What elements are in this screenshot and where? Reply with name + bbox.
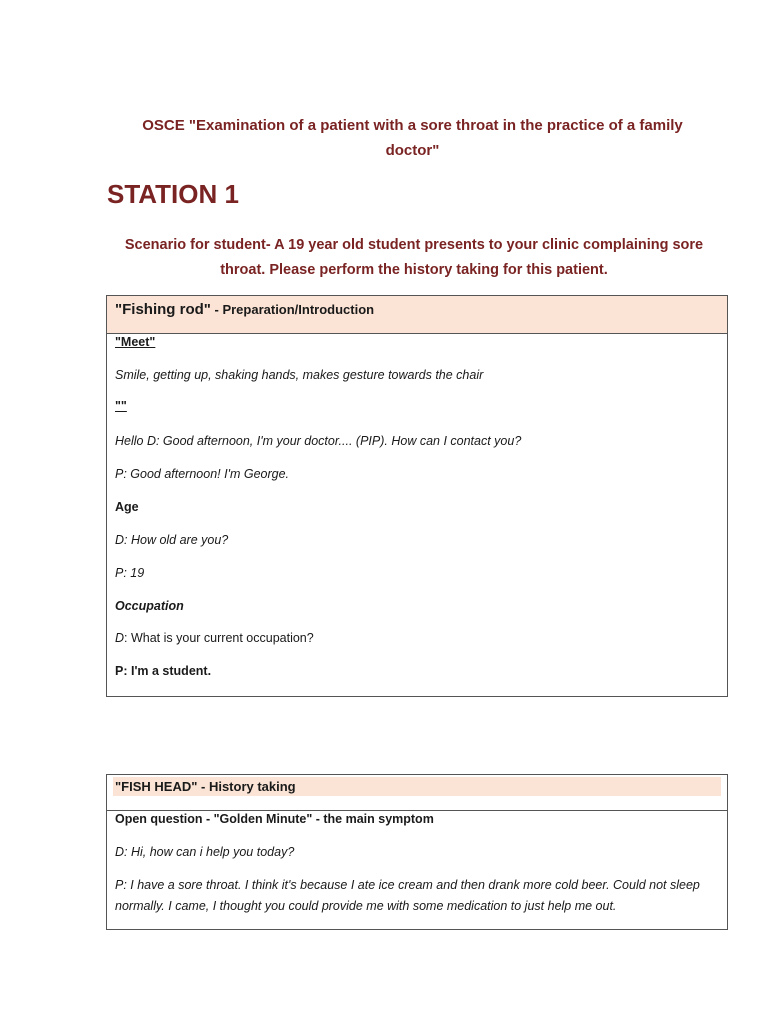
occupation-label: Occupation [115, 599, 184, 613]
patient-answer: P: I have a sore throat. I think it's because I ate ice cream and then drank more cold beer. Could not sleep normally. I came, I thought you could provide me with some medication to just help me out. [115, 878, 700, 913]
greeting-reply: P: Good afternoon! I'm George. [115, 467, 290, 481]
station-heading: STATION 1 [107, 179, 239, 209]
open-question-label: Open question - "Golden Minute" - the main symptom [115, 812, 434, 826]
section-fishing-rod-subtitle: - Preparation/Introduction [210, 302, 375, 317]
occupation-question-prefix: D [115, 631, 125, 645]
section-fishing-rod-title: "Fishing rod" [115, 301, 211, 318]
section-fishing-rod-header [107, 296, 727, 334]
quote-label: "" [115, 399, 127, 413]
section-fish-head-title: "FISH HEAD" - History taking [113, 777, 721, 796]
occupation-question-text: : What is your current occupation? [124, 631, 314, 645]
doctor-question: D: Hi, how can i help you today? [115, 845, 295, 859]
meet-text: Smile, getting up, shaking hands, makes gesture towards the chair [115, 368, 484, 382]
age-question: D: How old are you? [115, 533, 229, 547]
greeting-line: Hello D: Good afternoon, I'm your doctor.... (PIP). How can I contact you? [115, 434, 522, 448]
document-title: OSCE "Examination of a patient with a sore throat in the practice of a family doctor" [142, 117, 683, 159]
meet-label: "Meet" [115, 335, 156, 349]
section-fish-head [106, 774, 728, 930]
age-answer: P: 19 [115, 566, 145, 580]
section-fishing-rod [106, 295, 728, 697]
occupation-question [115, 631, 314, 645]
section-fish-head-header [107, 775, 727, 811]
scenario-text: Scenario for student- A 19 year old student presents to your clinic complaining sore throat. Please perform the history taking for this patient. [124, 237, 704, 278]
age-label: Age [115, 500, 139, 514]
occupation-answer: P: I'm a student. [115, 664, 212, 678]
